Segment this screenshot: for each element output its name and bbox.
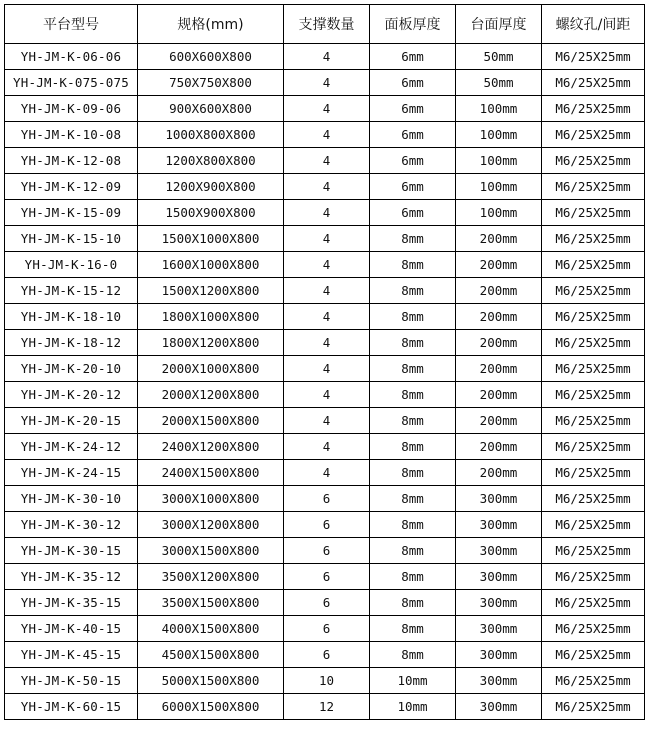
cell-dimensions: 3000X1500X800 — [138, 538, 284, 564]
cell-model: YH-JM-K-24-15 — [5, 460, 138, 486]
cell-support-count: 4 — [284, 200, 370, 226]
platform-spec-table — [4, 4, 645, 720]
cell-model: YH-JM-K-35-15 — [5, 590, 138, 616]
cell-thread-hole-spacing: M6/25X25mm — [542, 460, 645, 486]
cell-dimensions: 6000X1500X800 — [138, 694, 284, 720]
table-row — [5, 96, 645, 122]
cell-model: YH-JM-K-30-12 — [5, 512, 138, 538]
cell-dimensions: 2000X1500X800 — [138, 408, 284, 434]
cell-support-count: 12 — [284, 694, 370, 720]
table-row — [5, 122, 645, 148]
table-header — [5, 5, 645, 44]
cell-top-thickness: 100mm — [456, 174, 542, 200]
cell-thread-hole-spacing: M6/25X25mm — [542, 512, 645, 538]
cell-panel-thickness: 10mm — [370, 668, 456, 694]
cell-panel-thickness: 8mm — [370, 408, 456, 434]
cell-model: YH-JM-K-45-15 — [5, 642, 138, 668]
cell-panel-thickness: 8mm — [370, 512, 456, 538]
cell-panel-thickness: 6mm — [370, 70, 456, 96]
cell-model: YH-JM-K-10-08 — [5, 122, 138, 148]
table-row — [5, 538, 645, 564]
cell-dimensions: 3000X1200X800 — [138, 512, 284, 538]
cell-top-thickness: 300mm — [456, 486, 542, 512]
table-row — [5, 70, 645, 96]
cell-dimensions: 3500X1500X800 — [138, 590, 284, 616]
cell-thread-hole-spacing: M6/25X25mm — [542, 252, 645, 278]
table-row — [5, 226, 645, 252]
cell-model: YH-JM-K-12-08 — [5, 148, 138, 174]
cell-model: YH-JM-K-15-12 — [5, 278, 138, 304]
cell-top-thickness: 300mm — [456, 590, 542, 616]
cell-support-count: 4 — [284, 44, 370, 70]
table-row — [5, 668, 645, 694]
cell-model: YH-JM-K-075-075 — [5, 70, 138, 96]
table-row — [5, 486, 645, 512]
cell-thread-hole-spacing: M6/25X25mm — [542, 200, 645, 226]
cell-support-count: 10 — [284, 668, 370, 694]
cell-thread-hole-spacing: M6/25X25mm — [542, 486, 645, 512]
header-top-thickness: 台面厚度 — [456, 5, 542, 44]
cell-support-count: 6 — [284, 616, 370, 642]
table-row — [5, 200, 645, 226]
cell-top-thickness: 200mm — [456, 434, 542, 460]
cell-panel-thickness: 8mm — [370, 538, 456, 564]
cell-panel-thickness: 8mm — [370, 330, 456, 356]
cell-dimensions: 1500X900X800 — [138, 200, 284, 226]
cell-panel-thickness: 6mm — [370, 122, 456, 148]
cell-panel-thickness: 8mm — [370, 278, 456, 304]
table-row — [5, 408, 645, 434]
cell-support-count: 4 — [284, 330, 370, 356]
cell-model: YH-JM-K-30-10 — [5, 486, 138, 512]
cell-top-thickness: 200mm — [456, 356, 542, 382]
cell-support-count: 6 — [284, 512, 370, 538]
cell-panel-thickness: 8mm — [370, 642, 456, 668]
cell-panel-thickness: 10mm — [370, 694, 456, 720]
cell-panel-thickness: 8mm — [370, 356, 456, 382]
cell-dimensions: 5000X1500X800 — [138, 668, 284, 694]
cell-panel-thickness: 8mm — [370, 382, 456, 408]
cell-model: YH-JM-K-18-12 — [5, 330, 138, 356]
cell-dimensions: 3000X1000X800 — [138, 486, 284, 512]
cell-thread-hole-spacing: M6/25X25mm — [542, 44, 645, 70]
cell-dimensions: 750X750X800 — [138, 70, 284, 96]
cell-thread-hole-spacing: M6/25X25mm — [542, 226, 645, 252]
cell-thread-hole-spacing: M6/25X25mm — [542, 278, 645, 304]
cell-thread-hole-spacing: M6/25X25mm — [542, 668, 645, 694]
table-row — [5, 148, 645, 174]
cell-panel-thickness: 8mm — [370, 616, 456, 642]
cell-panel-thickness: 6mm — [370, 174, 456, 200]
cell-thread-hole-spacing: M6/25X25mm — [542, 616, 645, 642]
cell-top-thickness: 300mm — [456, 538, 542, 564]
cell-model: YH-JM-K-35-12 — [5, 564, 138, 590]
cell-support-count: 4 — [284, 408, 370, 434]
cell-dimensions: 1200X900X800 — [138, 174, 284, 200]
cell-model: YH-JM-K-12-09 — [5, 174, 138, 200]
cell-support-count: 4 — [284, 252, 370, 278]
cell-model: YH-JM-K-15-10 — [5, 226, 138, 252]
table-row — [5, 174, 645, 200]
cell-panel-thickness: 8mm — [370, 434, 456, 460]
cell-thread-hole-spacing: M6/25X25mm — [542, 382, 645, 408]
cell-support-count: 6 — [284, 564, 370, 590]
cell-thread-hole-spacing: M6/25X25mm — [542, 148, 645, 174]
table-row — [5, 44, 645, 70]
header-thread-hole-spacing: 螺纹孔/间距 — [542, 5, 645, 44]
cell-top-thickness: 100mm — [456, 122, 542, 148]
cell-dimensions: 2400X1200X800 — [138, 434, 284, 460]
header-row — [5, 5, 645, 44]
cell-support-count: 4 — [284, 96, 370, 122]
cell-support-count: 4 — [284, 434, 370, 460]
cell-dimensions: 600X600X800 — [138, 44, 284, 70]
cell-dimensions: 1600X1000X800 — [138, 252, 284, 278]
cell-panel-thickness: 6mm — [370, 148, 456, 174]
cell-top-thickness: 300mm — [456, 616, 542, 642]
cell-top-thickness: 50mm — [456, 44, 542, 70]
cell-top-thickness: 100mm — [456, 200, 542, 226]
cell-panel-thickness: 8mm — [370, 304, 456, 330]
cell-support-count: 4 — [284, 278, 370, 304]
cell-panel-thickness: 8mm — [370, 226, 456, 252]
header-dimensions: 规格(mm) — [138, 5, 284, 44]
cell-dimensions: 2000X1200X800 — [138, 382, 284, 408]
table-row — [5, 694, 645, 720]
cell-dimensions: 4000X1500X800 — [138, 616, 284, 642]
cell-thread-hole-spacing: M6/25X25mm — [542, 408, 645, 434]
table-row — [5, 590, 645, 616]
cell-support-count: 4 — [284, 148, 370, 174]
cell-model: YH-JM-K-09-06 — [5, 96, 138, 122]
cell-support-count: 6 — [284, 642, 370, 668]
table-row — [5, 616, 645, 642]
table-row — [5, 330, 645, 356]
cell-model: YH-JM-K-15-09 — [5, 200, 138, 226]
cell-top-thickness: 200mm — [456, 330, 542, 356]
cell-support-count: 6 — [284, 590, 370, 616]
table-row — [5, 512, 645, 538]
cell-top-thickness: 200mm — [456, 408, 542, 434]
cell-top-thickness: 100mm — [456, 148, 542, 174]
cell-dimensions: 1200X800X800 — [138, 148, 284, 174]
header-support-count: 支撑数量 — [284, 5, 370, 44]
header-model: 平台型号 — [5, 5, 138, 44]
cell-model: YH-JM-K-24-12 — [5, 434, 138, 460]
cell-dimensions: 900X600X800 — [138, 96, 284, 122]
cell-panel-thickness: 6mm — [370, 44, 456, 70]
cell-panel-thickness: 8mm — [370, 252, 456, 278]
cell-top-thickness: 300mm — [456, 694, 542, 720]
cell-model: YH-JM-K-50-15 — [5, 668, 138, 694]
table-row — [5, 564, 645, 590]
cell-top-thickness: 200mm — [456, 226, 542, 252]
cell-support-count: 4 — [284, 304, 370, 330]
cell-dimensions: 1500X1000X800 — [138, 226, 284, 252]
table-row — [5, 278, 645, 304]
table-body — [5, 44, 645, 720]
cell-model: YH-JM-K-06-06 — [5, 44, 138, 70]
cell-dimensions: 2400X1500X800 — [138, 460, 284, 486]
cell-dimensions: 1800X1200X800 — [138, 330, 284, 356]
cell-thread-hole-spacing: M6/25X25mm — [542, 304, 645, 330]
cell-panel-thickness: 6mm — [370, 96, 456, 122]
table-row — [5, 460, 645, 486]
cell-thread-hole-spacing: M6/25X25mm — [542, 330, 645, 356]
cell-top-thickness: 200mm — [456, 460, 542, 486]
cell-dimensions: 1500X1200X800 — [138, 278, 284, 304]
cell-support-count: 4 — [284, 174, 370, 200]
cell-top-thickness: 300mm — [456, 512, 542, 538]
cell-thread-hole-spacing: M6/25X25mm — [542, 122, 645, 148]
cell-top-thickness: 50mm — [456, 70, 542, 96]
cell-thread-hole-spacing: M6/25X25mm — [542, 174, 645, 200]
cell-model: YH-JM-K-20-12 — [5, 382, 138, 408]
cell-thread-hole-spacing: M6/25X25mm — [542, 96, 645, 122]
cell-model: YH-JM-K-20-10 — [5, 356, 138, 382]
table-row — [5, 434, 645, 460]
cell-top-thickness: 300mm — [456, 564, 542, 590]
cell-thread-hole-spacing: M6/25X25mm — [542, 694, 645, 720]
cell-support-count: 6 — [284, 538, 370, 564]
cell-dimensions: 4500X1500X800 — [138, 642, 284, 668]
cell-top-thickness: 200mm — [456, 304, 542, 330]
header-panel-thickness: 面板厚度 — [370, 5, 456, 44]
table-row — [5, 304, 645, 330]
cell-top-thickness: 200mm — [456, 382, 542, 408]
cell-support-count: 4 — [284, 356, 370, 382]
cell-top-thickness: 300mm — [456, 668, 542, 694]
cell-panel-thickness: 8mm — [370, 564, 456, 590]
table-row — [5, 642, 645, 668]
cell-support-count: 6 — [284, 486, 370, 512]
cell-top-thickness: 200mm — [456, 278, 542, 304]
cell-dimensions: 3500X1200X800 — [138, 564, 284, 590]
cell-thread-hole-spacing: M6/25X25mm — [542, 564, 645, 590]
cell-model: YH-JM-K-16-0 — [5, 252, 138, 278]
cell-model: YH-JM-K-20-15 — [5, 408, 138, 434]
cell-thread-hole-spacing: M6/25X25mm — [542, 538, 645, 564]
table-row — [5, 356, 645, 382]
cell-top-thickness: 300mm — [456, 642, 542, 668]
cell-support-count: 4 — [284, 70, 370, 96]
cell-top-thickness: 200mm — [456, 252, 542, 278]
cell-panel-thickness: 8mm — [370, 486, 456, 512]
cell-thread-hole-spacing: M6/25X25mm — [542, 434, 645, 460]
cell-panel-thickness: 8mm — [370, 460, 456, 486]
cell-thread-hole-spacing: M6/25X25mm — [542, 642, 645, 668]
cell-thread-hole-spacing: M6/25X25mm — [542, 356, 645, 382]
table-row — [5, 252, 645, 278]
table-row — [5, 382, 645, 408]
cell-model: YH-JM-K-18-10 — [5, 304, 138, 330]
cell-model: YH-JM-K-60-15 — [5, 694, 138, 720]
cell-top-thickness: 100mm — [456, 96, 542, 122]
cell-model: YH-JM-K-40-15 — [5, 616, 138, 642]
cell-model: YH-JM-K-30-15 — [5, 538, 138, 564]
cell-support-count: 4 — [284, 382, 370, 408]
cell-thread-hole-spacing: M6/25X25mm — [542, 590, 645, 616]
cell-support-count: 4 — [284, 122, 370, 148]
cell-support-count: 4 — [284, 226, 370, 252]
cell-panel-thickness: 6mm — [370, 200, 456, 226]
cell-support-count: 4 — [284, 460, 370, 486]
cell-dimensions: 1000X800X800 — [138, 122, 284, 148]
cell-dimensions: 2000X1000X800 — [138, 356, 284, 382]
cell-panel-thickness: 8mm — [370, 590, 456, 616]
cell-dimensions: 1800X1000X800 — [138, 304, 284, 330]
cell-thread-hole-spacing: M6/25X25mm — [542, 70, 645, 96]
